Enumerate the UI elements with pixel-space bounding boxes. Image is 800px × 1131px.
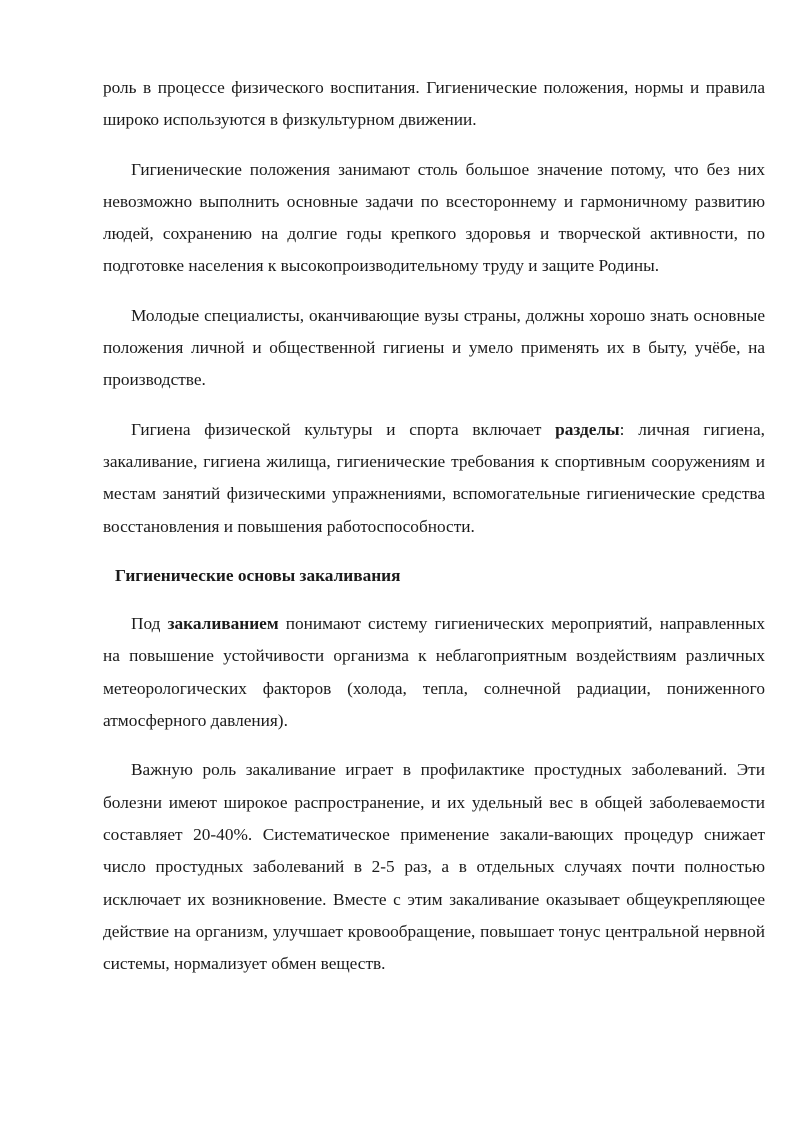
keyword-hardening: закаливанием — [167, 614, 279, 634]
section-heading: Гигиенические основы закаливания — [115, 565, 401, 585]
paragraph-hardening-role: Важную роль закаливание играет в профилактике простудных заболеваний. Эти болезни имеют широкое распространение, и их удельный вес в общей заболеваемости составляет 20-40%. Систематическое применение закали-вающих процедур снижает число простудных заболеваний в 2-5 раз, а в отдельных случаях почти полностью исключает их возникновение. Вместе с этим закаливание оказывает общеукрепляющее действие на организм, улучшает кровообращение, повышает тонус центральной нервной системы, нормализует обмен веществ. — [103, 760, 765, 974]
paragraph-hardening-definition — [103, 608, 765, 737]
paragraph-hardening-lead: Под — [131, 614, 168, 634]
paragraph-continuation: роль в процессе физического воспитания. Гигиенические положения, нормы и правила широко используются в физкультурном движении. — [103, 78, 765, 130]
paragraph-sections — [103, 414, 765, 543]
paragraph-importance: Гигиенические положения занимают столь большое значение потому, что без них невозможно выполнить основные задачи по всестороннему и гармоничному развитию людей, сохранению на долгие годы крепкого здоровья и творческой активности, по подготовке населения к высокопроизводительному труду и защите Родины. — [103, 159, 765, 276]
paragraph-sections-lead: Гигиена физической культуры и спорта включает — [131, 419, 556, 439]
paragraph-sections-rest: : личная гигиена, закаливание, гигиена жилища, гигиенические требования к спортивным сооружениям и местам занятий физическими упражнениями, вспомогательные гигиенические средства восстановления и повышения работоспособности. — [103, 419, 765, 536]
paragraph-young-specialists: Молодые специалисты, оканчивающие вузы страны, должны хорошо знать основные положения личной и общественной гигиены и умело применять их в быту, учёбе, на производстве. — [103, 305, 765, 390]
paragraph-hardening-rest: понимают систему гигиенических мероприятий, направленных на повышение устойчивости организма к неблагоприятным воздействиям различных метеорологических факторов (холода, тепла, солнечной радиации, пониженного атмосферного давления). — [103, 614, 765, 731]
page-content — [103, 72, 765, 997]
keyword-sections: разделы — [555, 419, 620, 439]
